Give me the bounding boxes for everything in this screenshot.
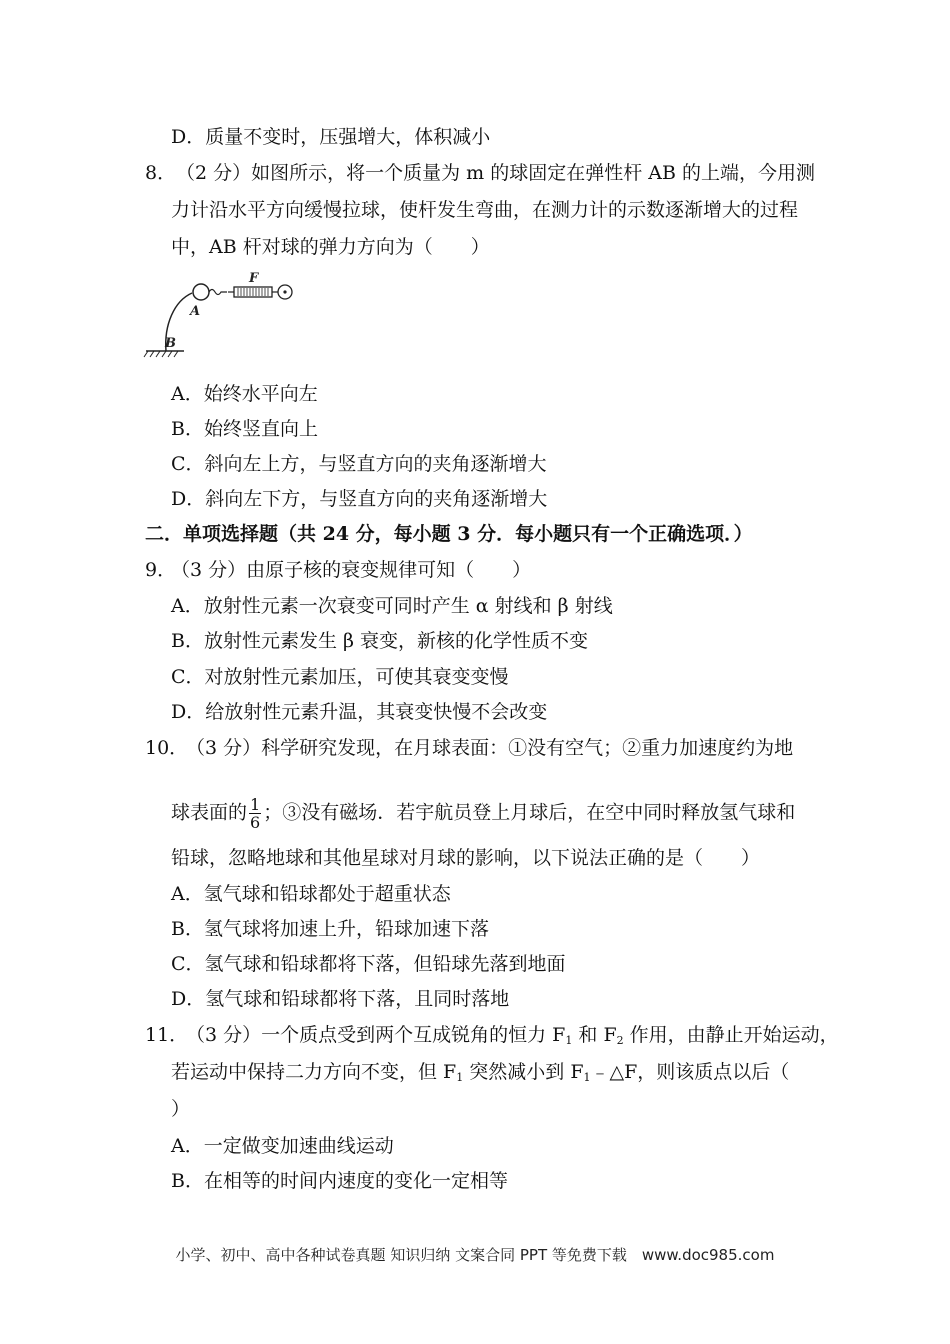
q11-line2-text-a: 若运动中保持二力方向不变，但 F: [171, 1061, 457, 1083]
spring-rod-diagram: [140, 265, 310, 365]
ground-hatch: [144, 351, 178, 357]
q11-line2-text-c: ﹣△F，则该质点以后（: [590, 1061, 790, 1083]
q11-line2-text-b: 突然减小到 F: [463, 1061, 584, 1083]
q7-option-d: D．质量不变时，压强增大，体积减小: [171, 126, 491, 148]
q8-stem-line1: （2 分）如图所示，将一个质量为 m 的球固定在弹性杆 AB 的上端，今用测: [176, 162, 815, 184]
hook: [209, 290, 227, 295]
fraction-numerator: 1: [250, 795, 261, 814]
label-b: B: [165, 336, 176, 351]
q10-line2-post: ；③没有磁场．若宇航员登上月球后，在空中同时释放氢气球和: [263, 801, 796, 824]
fraction-one-sixth: [249, 796, 261, 831]
q9-option-c: C．对放射性元素加压，可使其衰变变慢: [171, 666, 509, 688]
q11-option-a: A．一定做变加速曲线运动: [171, 1135, 394, 1157]
q9-number: 9．: [145, 559, 177, 581]
q8-stem-line3: 中，AB 杆对球的弹力方向为（ ）: [171, 236, 490, 258]
subscript-1: 1: [456, 1071, 464, 1084]
q10-line2-pre: 球表面的: [171, 801, 248, 824]
section-2-heading: 二．单项选择题（共 24 分，每小题 3 分．每小题只有一个正确选项．）: [145, 523, 753, 545]
q10-number: 10．: [145, 737, 189, 759]
label-a: A: [190, 304, 201, 319]
q10-option-a: A．氢气球和铅球都处于超重状态: [171, 883, 451, 905]
q10-stem-line2: [171, 796, 795, 831]
q8-number: 8．: [145, 162, 177, 184]
q9-option-d: D．给放射性元素升温，其衰变快慢不会改变: [171, 701, 548, 723]
q8-figure: [140, 265, 310, 369]
q8-stem-line2: 力计沿水平方向缓慢拉球，使杆发生弯曲，在测力计的示数逐渐增大的过程: [171, 199, 799, 221]
q8-option-a: A．始终水平向左: [171, 383, 318, 405]
q11-line1-text-b: 和 F: [572, 1024, 617, 1046]
fraction-denominator: 6: [250, 813, 261, 832]
q8-option-d: D．斜向左下方，与竖直方向的夹角逐渐增大: [171, 488, 548, 510]
q11-stem-line1: [186, 1023, 839, 1053]
q10-stem-line3: 铅球，忽略地球和其他星球对月球的影响，以下说法正确的是（ ）: [171, 847, 761, 869]
q8-option-c: C．斜向左上方，与竖直方向的夹角逐渐增大: [171, 453, 547, 475]
q11-option-b: B．在相等的时间内速度的变化一定相等: [171, 1170, 508, 1192]
subscript-2: 2: [616, 1034, 624, 1047]
q11-line1-text-a: （3 分）一个质点受到两个互成锐角的恒力 F: [186, 1024, 566, 1046]
page-footer: 小学、初中、高中各种试卷真题 知识归纳 文案合同 PPT 等免费下载 www.doc985.com: [175, 1246, 775, 1264]
q10-option-d: D．氢气球和铅球都将下落，且同时落地: [171, 988, 510, 1010]
q10-option-b: B．氢气球将加速上升，铅球加速下落: [171, 918, 489, 940]
q9-option-b: B．放射性元素发生 β 衰变，新核的化学性质不变: [171, 630, 589, 652]
q11-stem-line2: [171, 1060, 789, 1090]
q11-stem-line3: ）: [171, 1098, 191, 1120]
q10-option-c: C．氢气球和铅球都将下落，但铅球先落到地面: [171, 953, 566, 975]
q10-stem-line1: （3 分）科学研究发现，在月球表面：①没有空气；②重力加速度约为地: [186, 737, 794, 759]
q8-option-b: B．始终竖直向上: [171, 418, 318, 440]
q11-number: 11．: [145, 1024, 189, 1046]
ball: [193, 284, 209, 300]
subscript-1: 1: [565, 1034, 573, 1047]
q9-option-a: A．放射性元素一次衰变可同时产生 α 射线和 β 射线: [171, 595, 613, 617]
q11-line1-text-c: 作用，由静止开始运动，: [623, 1024, 839, 1046]
q9-stem: （3 分）由原子核的衰变规律可知（ ）: [171, 559, 532, 581]
subscript-1b: 1: [583, 1071, 591, 1084]
label-f: F: [249, 271, 259, 286]
